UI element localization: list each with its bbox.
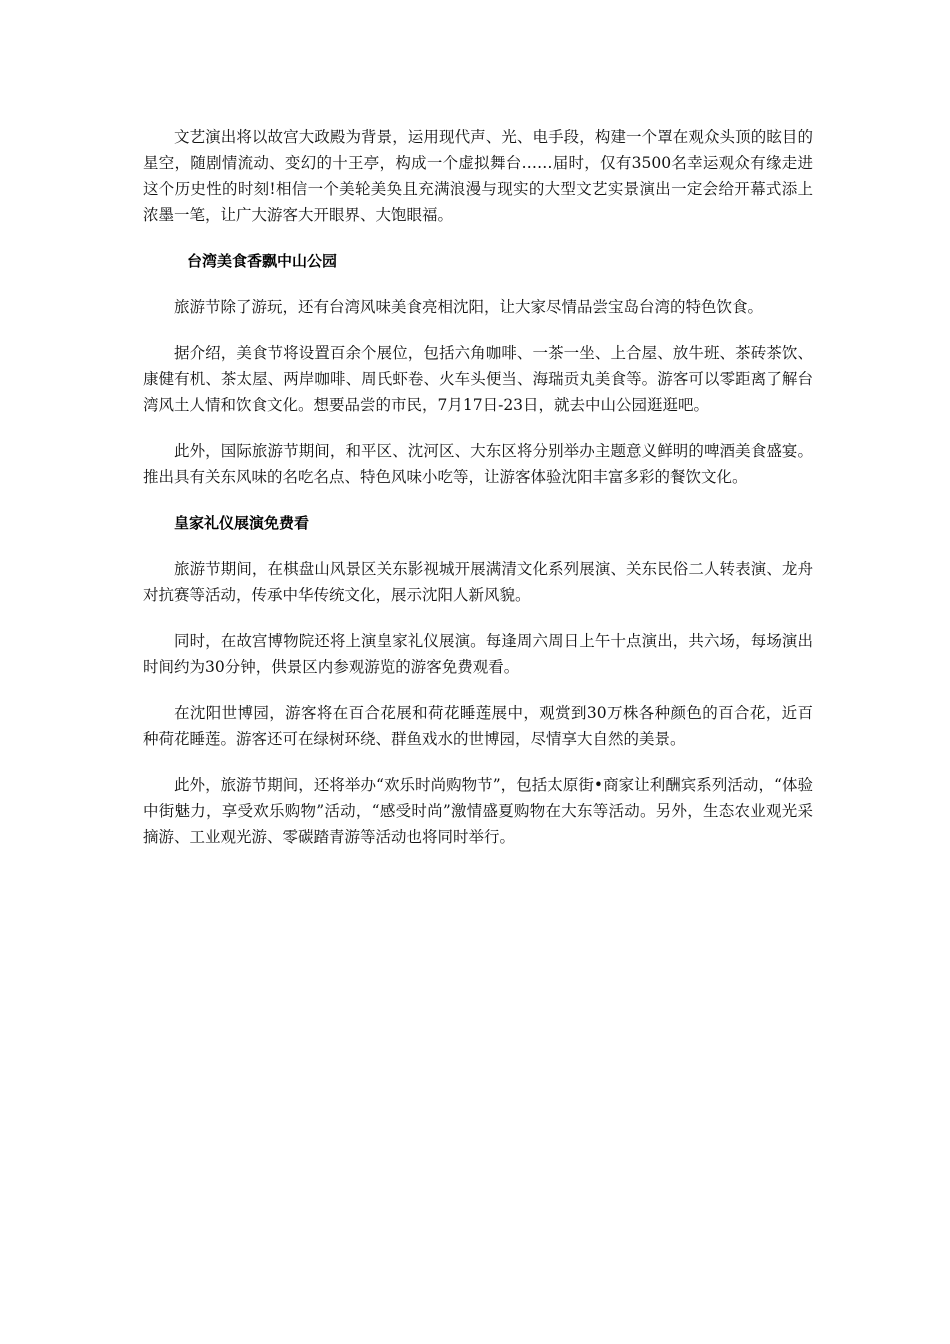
paragraph-beer-feast: 此外，国际旅游节期间，和平区、沈河区、大东区将分别举办主题意义鲜明的啤酒美食盛宴。推出具有关东风味的名吃名点、特色风味小吃等，让游客体验沈阳丰富多彩的餐饮文化。	[143, 442, 813, 486]
paragraph-food-festival: 据介绍，美食节将设置百余个展位，包括六角咖啡、一茶一坐、上合屋、放牛班、茶砖茶饮、康健有机、茶太屋、两岸咖啡、周氏虾卷、火车头便当、海瑞贡丸美食等。游客可以零距离了解台湾风土人情和饮食文化。想要品尝的市民，7月17日-23日，就去中山公园逛逛吧。	[143, 344, 813, 414]
section-heading-royal-etiquette: 皇家礼仪展演免费看	[174, 514, 310, 532]
section-heading-taiwan-food: 台湾美食香飘中山公园	[187, 252, 338, 270]
paragraph-performance: 文艺演出将以故宫大政殿为背景，运用现代声、光、电手段，构建一个罩在观众头顶的眩目的星空，随剧情流动、变幻的十王亭，构成一个虚拟舞台……届时，仅有3500名幸运观众有缘走进这个历史性的时刻!相信一个美轮美奂且充满浪漫与现实的大型文艺实景演出一定会给开幕式添上浓墨一笔，让广大游客大开眼界、大饱眼福。	[143, 128, 813, 224]
article-body	[143, 124, 813, 870]
paragraph-qipanshan: 旅游节期间，在棋盘山风景区关东影视城开展满清文化系列展演、关东民俗二人转表演、龙舟对抗赛等活动，传承中华传统文化，展示沈阳人新风貌。	[143, 560, 813, 604]
paragraph-palace-show: 同时，在故宫博物院还将上演皇家礼仪展演。每逢周六周日上午十点演出，共六场，每场演出时间约为30分钟，供景区内参观游览的游客免费观看。	[143, 632, 813, 676]
paragraph-shopping-festival: 此外，旅游节期间，还将举办“欢乐时尚购物节”，包括太原街•商家让利酬宾系列活动，“体验中街魅力，享受欢乐购物”活动，“感受时尚”激情盛夏购物在大东等活动。另外，生态农业观光采摘游、工业观光游、零碳踏青游等活动也将同时举行。	[143, 776, 813, 846]
paragraph-taiwan-intro: 旅游节除了游玩，还有台湾风味美食亮相沈阳，让大家尽情品尝宝岛台湾的特色饮食。	[174, 298, 764, 316]
paragraph-expo-garden: 在沈阳世博园，游客将在百合花展和荷花睡莲展中，观赏到30万株各种颜色的百合花，近百种荷花睡莲。游客还可在绿树环绕、群鱼戏水的世博园，尽情享大自然的美景。	[143, 704, 813, 748]
